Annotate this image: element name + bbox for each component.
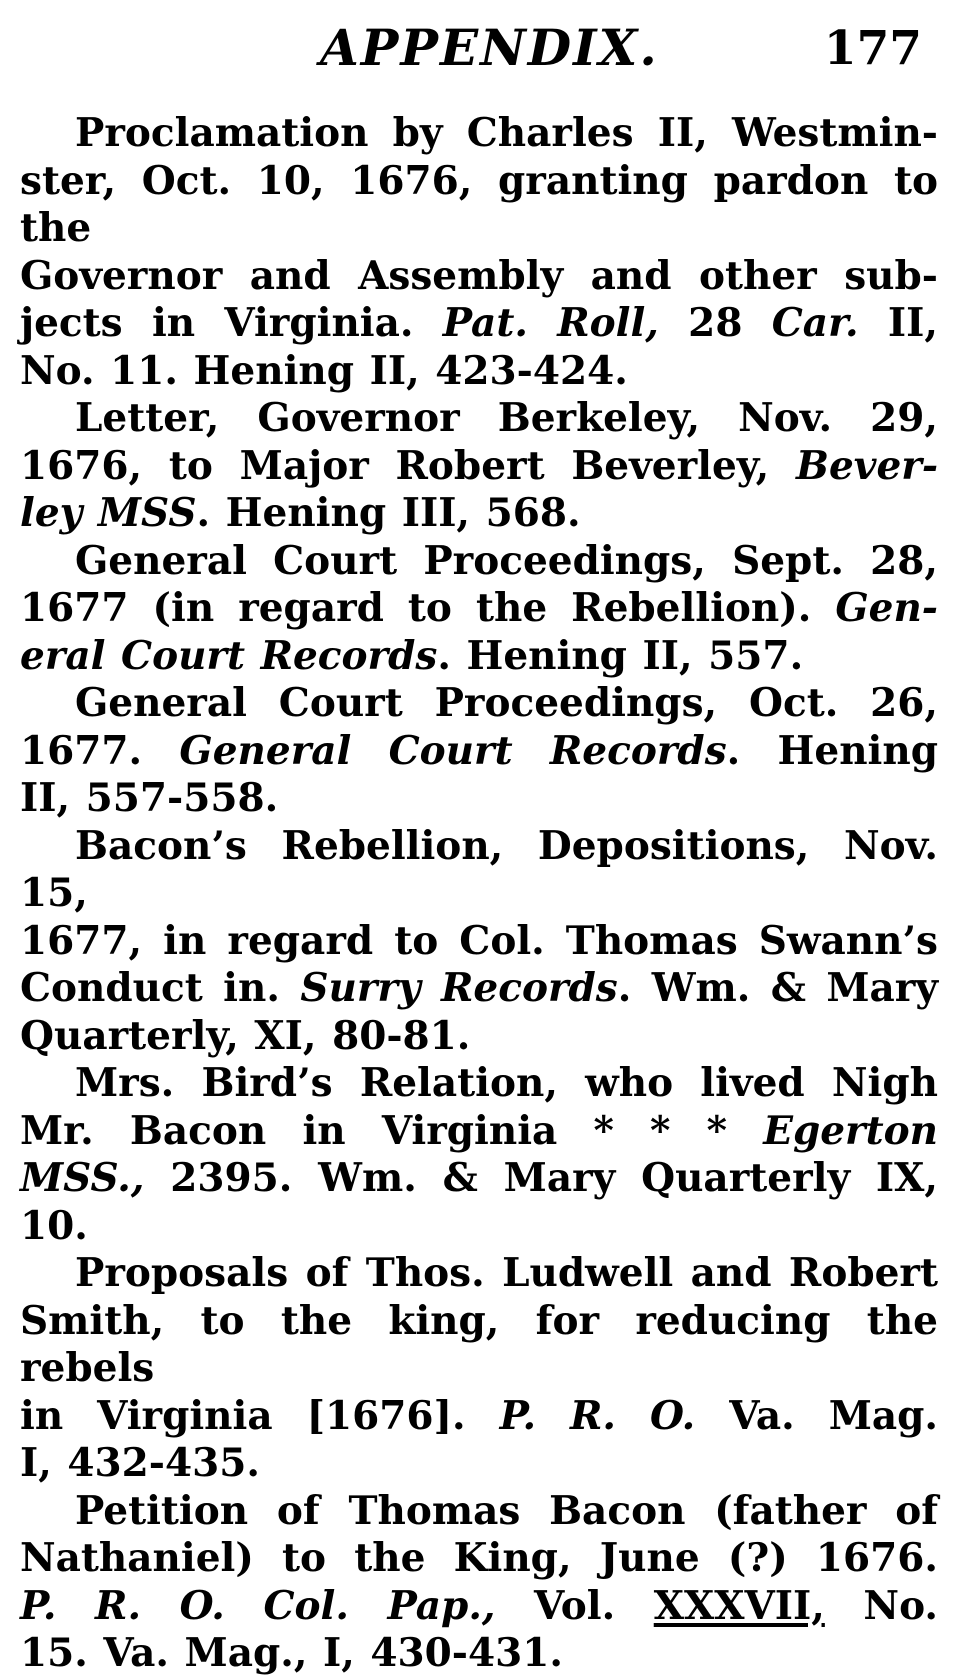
- text-segment: . Wm. & Mary: [617, 965, 938, 1011]
- text-line: [20, 1108, 938, 1156]
- text-segment: 1677.: [20, 727, 180, 774]
- text-segment: Nathaniel) to the King, June (?) 1676.: [20, 1535, 938, 1581]
- bibliography-entries: [20, 110, 938, 1678]
- text-line: [20, 918, 938, 966]
- text-segment: Conduct in.: [20, 965, 301, 1011]
- text-segment: II,: [858, 300, 938, 346]
- text-line: [20, 1630, 938, 1678]
- text-segment: Vol.: [495, 1582, 654, 1629]
- text-segment: 1676, to Major Robert Beverley,: [20, 442, 797, 489]
- text-line: [20, 110, 938, 158]
- bibliography-entry: [20, 1488, 938, 1678]
- text-segment: Pat. Roll,: [442, 300, 659, 346]
- text-line: [20, 1203, 938, 1251]
- text-line: [20, 1155, 938, 1203]
- bibliography-entry: [20, 538, 938, 681]
- bibliography-entry: [20, 1060, 938, 1250]
- text-segment: P. R. O. Col. Pap.,: [20, 1582, 496, 1629]
- text-segment: XXXVII,: [653, 1582, 825, 1629]
- text-segment: Va. Mag.: [695, 1392, 938, 1439]
- text-segment: 10.: [20, 1202, 88, 1249]
- text-line: [20, 538, 938, 586]
- text-segment: in Virginia [1676].: [20, 1392, 500, 1439]
- text-line: [20, 633, 938, 681]
- text-line: [20, 1393, 938, 1441]
- page-header: [20, 18, 938, 80]
- text-segment: II, 557-558.: [20, 775, 279, 821]
- text-segment: MSS.,: [20, 1155, 145, 1201]
- text-segment: 1677 (in regard to the Rebellion).: [20, 585, 836, 631]
- text-line: [20, 158, 938, 253]
- text-line: [20, 1060, 938, 1108]
- text-segment: Car.: [771, 300, 859, 346]
- text-segment: . Hening III, 568.: [196, 490, 581, 536]
- text-line: [20, 300, 938, 348]
- text-segment: . Hening: [726, 727, 938, 774]
- text-segment: . Hening II, 557.: [437, 632, 804, 679]
- text-segment: Quarterly, XI, 80-81.: [20, 1012, 471, 1059]
- text-line: [20, 775, 938, 823]
- text-segment: ley MSS: [20, 490, 197, 536]
- text-line: [20, 823, 938, 918]
- text-line: [20, 1440, 938, 1488]
- text-line: [20, 443, 938, 491]
- text-segment: Petition of Thomas Bacon (father of: [75, 1487, 938, 1534]
- text-segment: jects in Virginia.: [20, 300, 443, 346]
- bibliography-entry: [20, 395, 938, 538]
- text-segment: General Court Proceedings, Sept. 28,: [75, 537, 938, 584]
- bibliography-entry: [20, 680, 938, 823]
- text-segment: General Court Proceedings, Oct. 26,: [75, 680, 938, 726]
- text-segment: General Court Records: [179, 727, 727, 774]
- text-segment: Bever-: [796, 442, 938, 489]
- text-line: [20, 1013, 938, 1061]
- text-segment: Gen-: [835, 585, 938, 631]
- text-line: [20, 490, 938, 538]
- text-segment: Mr. Bacon in Virginia * * *: [20, 1107, 764, 1154]
- bibliography-entry: [20, 1250, 938, 1488]
- text-line: [20, 965, 938, 1013]
- text-segment: Letter, Governor Berkeley, Nov. 29,: [75, 395, 938, 441]
- text-line: [20, 395, 938, 443]
- bibliography-entry: [20, 110, 938, 395]
- text-segment: 15. Va. Mag., I, 430-431.: [20, 1630, 563, 1676]
- text-segment: ster, Oct. 10, 1676, granting pardon to the: [20, 157, 938, 251]
- text-line: [20, 348, 938, 396]
- text-segment: Smith, to the king, for reducing the rebels: [20, 1297, 938, 1391]
- text-segment: Bacon’s Rebellion, Depositions, Nov. 15,: [20, 822, 938, 916]
- text-line: [20, 585, 938, 633]
- page-number: 177: [823, 21, 922, 76]
- text-line: [20, 1535, 938, 1583]
- text-segment: No. 11. Hening II, 423-424.: [20, 347, 628, 394]
- text-segment: No.: [824, 1582, 938, 1629]
- text-segment: Proposals of Thos. Ludwell and Robert: [75, 1250, 938, 1296]
- running-head-title: APPENDIX.: [320, 18, 659, 77]
- text-segment: Egerton: [763, 1107, 938, 1154]
- text-line: [20, 1250, 938, 1298]
- text-line: [20, 1583, 938, 1631]
- text-segment: 1677, in regard to Col. Thomas Swann’s: [20, 917, 938, 964]
- bibliography-entry: [20, 823, 938, 1061]
- text-line: [20, 680, 938, 728]
- text-segment: Surry Records: [300, 965, 618, 1011]
- text-segment: Mrs. Bird’s Relation, who lived Nigh: [75, 1060, 938, 1106]
- text-segment: 28: [658, 300, 772, 346]
- text-line: [20, 1488, 938, 1536]
- text-segment: Governor and Assembly and other sub-: [20, 252, 938, 299]
- text-segment: P. R. O.: [499, 1392, 696, 1439]
- text-segment: eral Court Records: [20, 632, 438, 679]
- text-segment: I, 432-435.: [20, 1440, 260, 1486]
- text-line: [20, 253, 938, 301]
- text-line: [20, 728, 938, 776]
- text-segment: 2395. Wm. & Mary Quarterly IX,: [144, 1155, 938, 1201]
- text-line: [20, 1298, 938, 1393]
- text-segment: Proclamation by Charles II, Westmin-: [75, 110, 938, 156]
